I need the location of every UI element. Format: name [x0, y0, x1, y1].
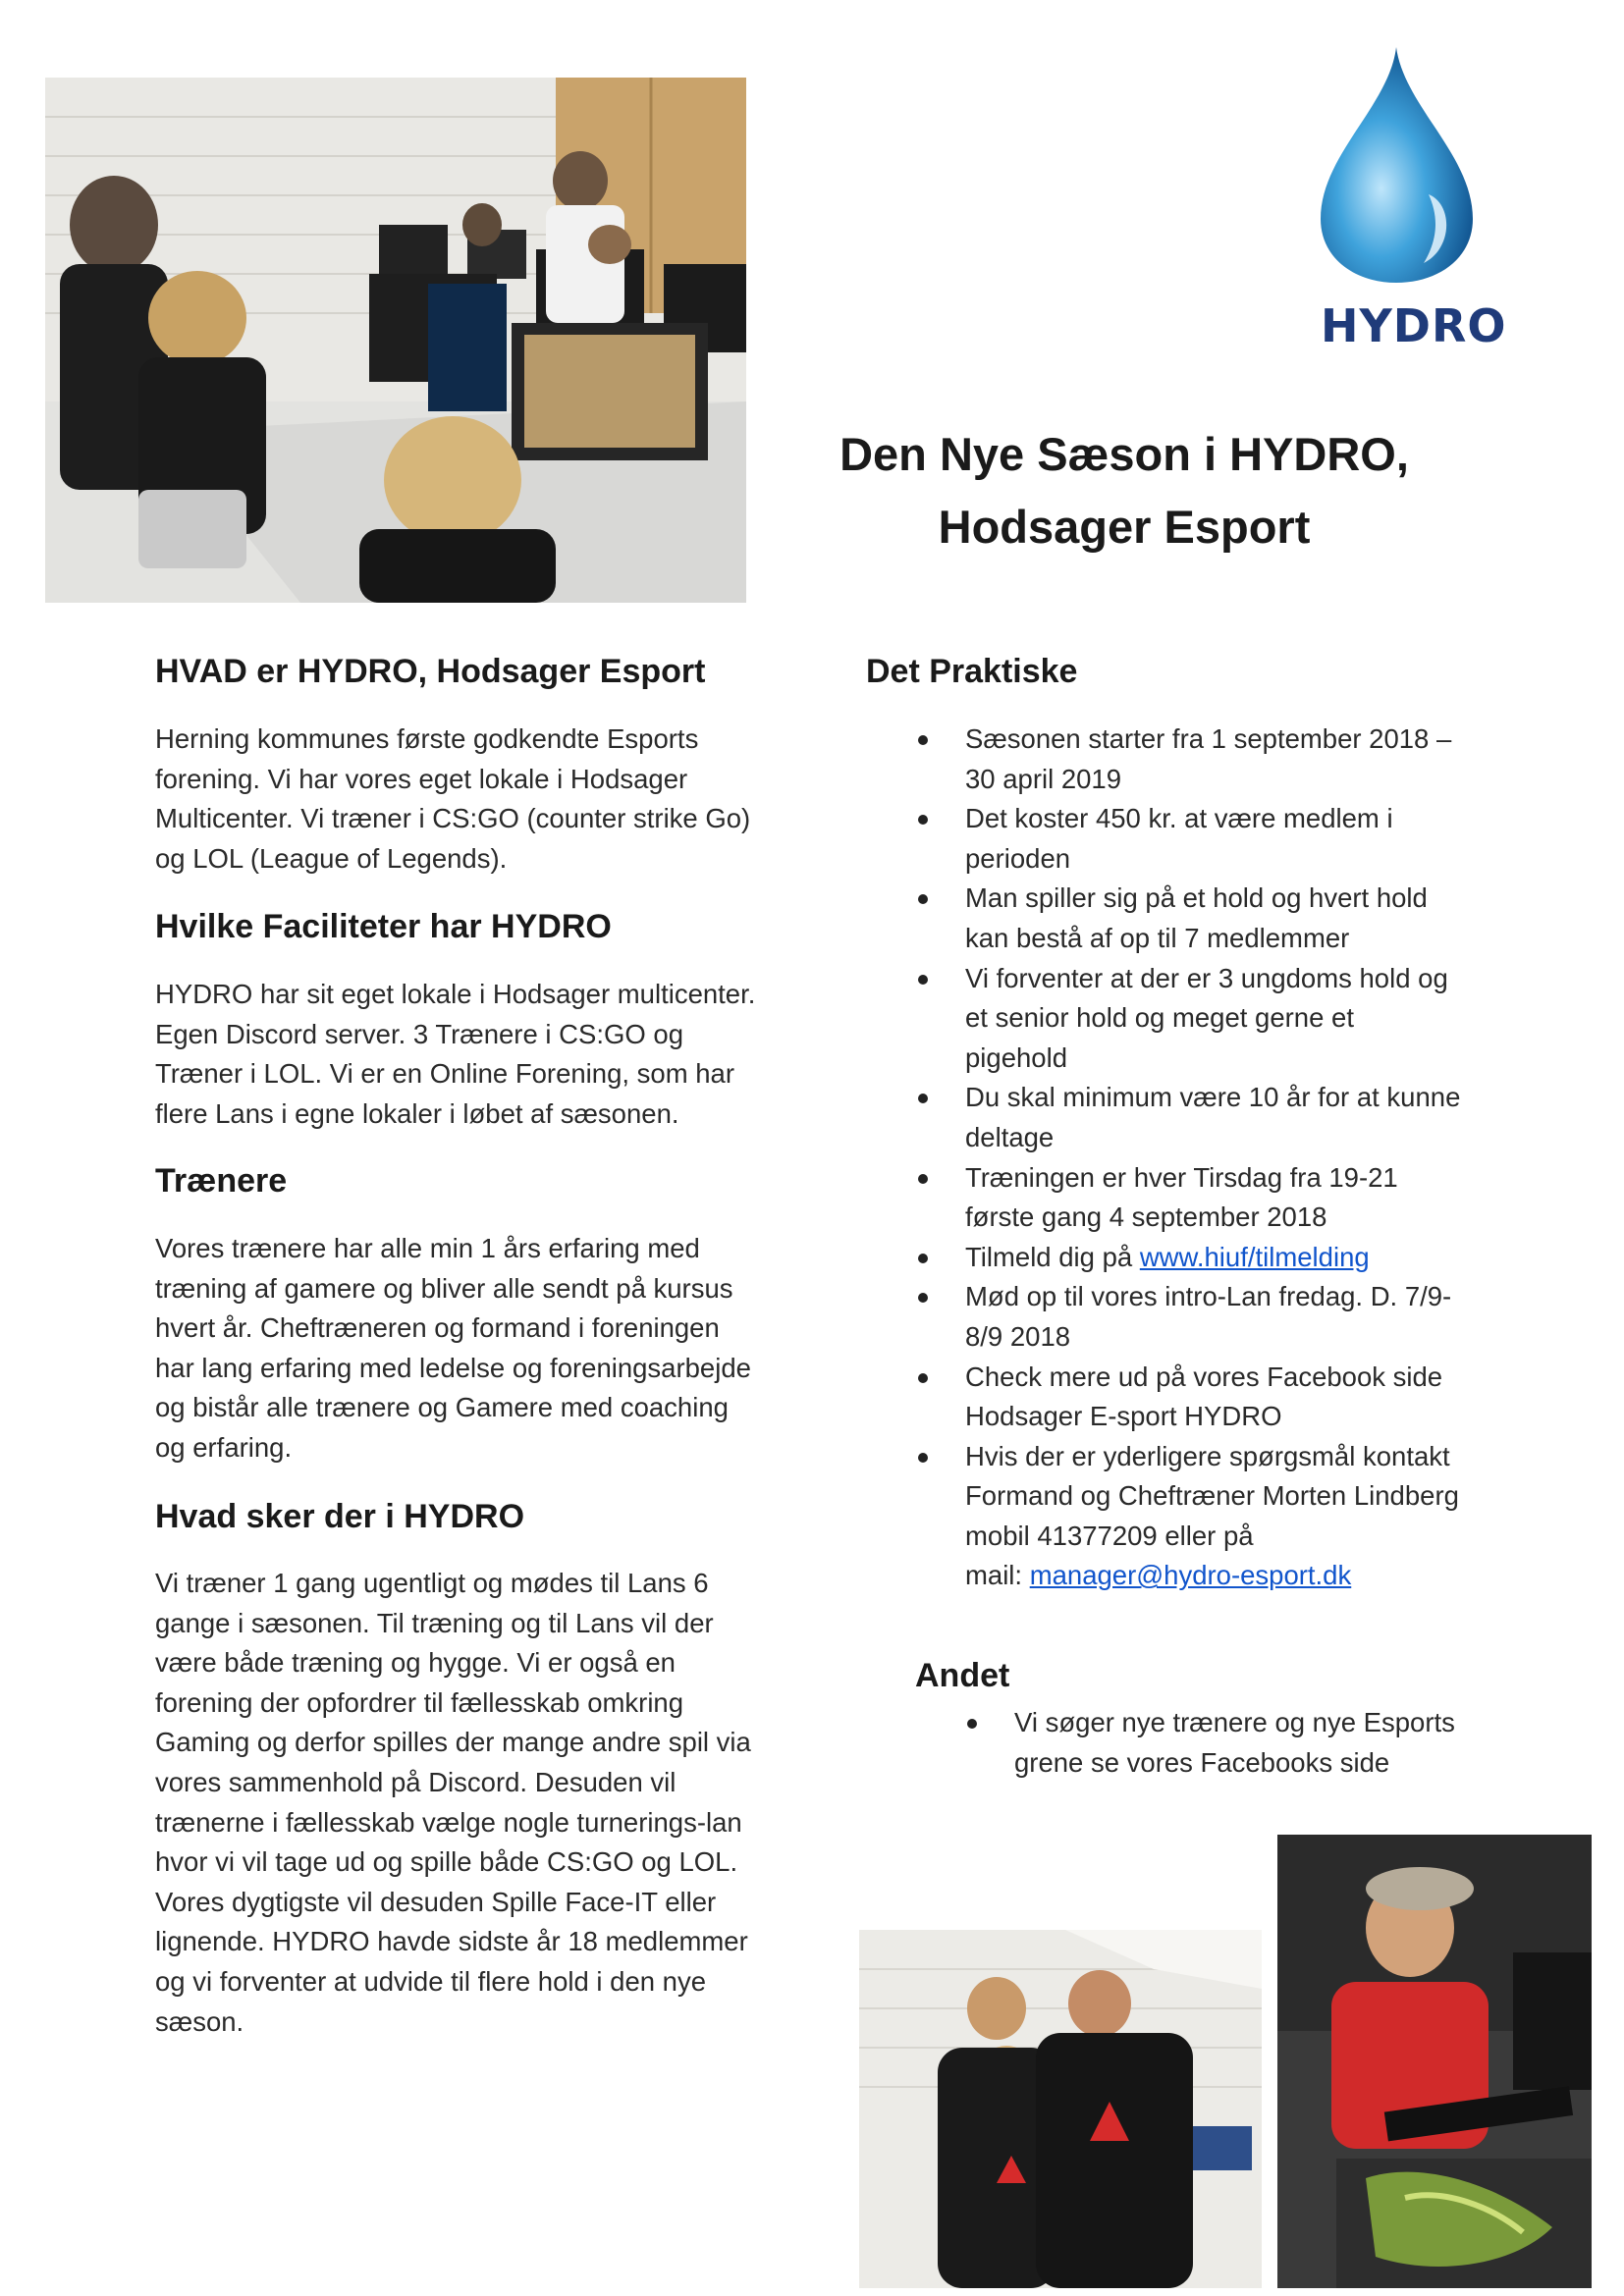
bullet-dot: [918, 894, 928, 904]
text-line: trænerne i fællesskab vælge nogle turnerings-lan: [155, 1806, 742, 1838]
text-line: Vi søger nye trænere og nye Esports: [1014, 1707, 1455, 1737]
text-line: perioden: [965, 842, 1071, 874]
bullet-dot: [918, 815, 928, 825]
heading-trainers: Trænere: [155, 1162, 288, 1200]
text-line: Du skal minimum være 10 år for at kunne: [965, 1082, 1461, 1113]
text-line: flere Lans i egne lokaler i løbet af sæsonen.: [155, 1097, 679, 1129]
text-line: Vi forventer at der er 3 ungdoms hold og: [965, 962, 1448, 993]
list-item: [965, 720, 1515, 799]
text-line: Multicenter. Vi træner i CS:GO (counter strike Go): [155, 803, 751, 834]
bullet-dot: [918, 1453, 928, 1463]
text-line: vores sammenhold på Discord. Desuden vil: [155, 1766, 677, 1797]
mail-prefix: mail:: [965, 1560, 1030, 1591]
paragraph-trainers: [155, 1229, 793, 1468]
text-line: Hvis der er yderligere spørgsmål kontakt: [965, 1440, 1450, 1471]
photo-coach-and-players: [859, 1930, 1262, 2288]
bullet-dot: [918, 1373, 928, 1383]
text-line: forening. Vi har vores eget lokale i Hodsager: [155, 763, 688, 794]
text-line: og LOL (League of Legends).: [155, 842, 508, 874]
text-line: kan bestå af op til 7 medlemmer: [965, 922, 1350, 953]
text-line: første gang 4 september 2018: [965, 1201, 1327, 1233]
text-line: Herning kommunes første godkendte Esports: [155, 723, 699, 754]
text-line: træning af gamere og bliver alle sendt på kursus: [155, 1272, 733, 1304]
text-line: et senior hold og meget gerne et: [965, 1002, 1354, 1034]
text-line: [965, 1556, 1515, 1596]
other-list: [1014, 1703, 1525, 1783]
photo-gaming-room: [45, 78, 746, 603]
list-item: [965, 799, 1515, 879]
text-line: Det koster 450 kr. at være medlem i: [965, 803, 1393, 834]
text-line: Formand og Cheftræner Morten Lindberg: [965, 1480, 1459, 1512]
text-line: være både træning og hygge. Vi er også en: [155, 1647, 676, 1679]
text-line: sæson.: [155, 2005, 244, 2037]
bullet-dot: [967, 1719, 977, 1729]
text-line: forening der opfordrer til fællesskab omkring: [155, 1686, 684, 1718]
list-item: [1014, 1703, 1525, 1783]
title-line-2: Hodsager Esport: [938, 501, 1311, 553]
text-line: Check mere ud på vores Facebook side: [965, 1361, 1443, 1392]
bullet-dot: [918, 1094, 928, 1103]
text-line: Mød op til vores intro-Lan fredag. D. 7/9-: [965, 1281, 1452, 1312]
list-item: [965, 1238, 1515, 1278]
signup-prefix: Tilmeld dig på: [965, 1241, 1140, 1272]
paragraph-what-is-hydro: [155, 720, 793, 879]
practical-list: [965, 720, 1515, 1596]
logo-wordmark: HYDRO: [1321, 299, 1507, 352]
text-line: og erfaring.: [155, 1431, 293, 1463]
text-line: og vi forventer at udvide til flere hold i den nye: [155, 1965, 707, 1997]
list-item: [965, 1277, 1515, 1357]
list-item: [965, 1078, 1515, 1157]
text-line: 30 april 2019: [965, 763, 1122, 794]
bullet-dot: [918, 1254, 928, 1263]
text-line: hvert år. Cheftræneren og formand i foreningen: [155, 1312, 720, 1344]
text-line: hvor vi vil tage ud og spille både CS:GO og LOL.: [155, 1846, 738, 1878]
bullet-dot: [918, 975, 928, 985]
list-item: [965, 1358, 1515, 1437]
text-line: mobil 41377209 eller på: [965, 1520, 1254, 1551]
list-item: [965, 1158, 1515, 1238]
list-item: [965, 1437, 1515, 1596]
text-line: HYDRO har sit eget lokale i Hodsager multicenter.: [155, 979, 756, 1009]
text-line: lignende. HYDRO havde sidste år 18 medlemmer: [155, 1926, 748, 1957]
hydro-logo: [1321, 47, 1473, 283]
heading-what-happens: Hvad sker der i HYDRO: [155, 1498, 525, 1535]
signup-link[interactable]: www.hiuf/tilmelding: [1139, 1241, 1370, 1272]
text-line: Vi træner 1 gang ugentligt og mødes til Lans 6: [155, 1568, 709, 1598]
photo-player-gaming: [1277, 1835, 1592, 2288]
text-line: Hodsager E-sport HYDRO: [965, 1401, 1282, 1432]
paragraph-facilities: [155, 975, 793, 1134]
text-line: Man spiller sig på et hold og hvert hold: [965, 882, 1428, 914]
bullet-dot: [918, 1293, 928, 1303]
heading-facilities: Hvilke Faciliteter har HYDRO: [155, 908, 612, 945]
text-line: Gaming og derfor spilles der mange andre spil via: [155, 1727, 751, 1758]
paragraph-what-happens: [155, 1564, 793, 2042]
text-line: Sæsonen starter fra 1 september 2018 –: [965, 723, 1452, 754]
text-line: Træner i LOL. Vi er en Online Forening, som har: [155, 1058, 734, 1090]
text-line: og bistår alle trænere og Gamere med coaching: [155, 1392, 729, 1423]
water-drop-icon: [1321, 47, 1473, 283]
text-line: gange i sæsonen. Til træning og til Lans vil der: [155, 1607, 714, 1638]
text-line: deltage: [965, 1121, 1055, 1152]
title-line-1: Den Nye Sæson i HYDRO,: [839, 428, 1409, 480]
page-title: [805, 418, 1443, 563]
text-line: Vores dygtigste vil desuden Spille Face-IT eller: [155, 1886, 717, 1917]
text-line: 8/9 2018: [965, 1320, 1071, 1352]
email-link[interactable]: manager@hydro-esport.dk: [1029, 1560, 1352, 1591]
heading-practical: Det Praktiske: [866, 653, 1078, 690]
text-line: Vores trænere har alle min 1 års erfaring med: [155, 1233, 700, 1263]
text-line: Træningen er hver Tirsdag fra 19-21: [965, 1161, 1398, 1193]
heading-other: Andet: [915, 1657, 1010, 1694]
text-line: har lang erfaring med ledelse og foreningsarbejde: [155, 1352, 751, 1383]
bullet-dot: [918, 735, 928, 745]
list-item: [965, 879, 1515, 958]
list-item: [965, 959, 1515, 1079]
heading-what-is-hydro: HVAD er HYDRO, Hodsager Esport: [155, 653, 706, 690]
text-line: pigehold: [965, 1041, 1067, 1073]
text-line: Egen Discord server. 3 Trænere i CS:GO og: [155, 1018, 683, 1049]
text-line: [965, 1238, 1515, 1278]
bullet-dot: [918, 1174, 928, 1184]
text-line: grene se vores Facebooks side: [1014, 1746, 1390, 1778]
